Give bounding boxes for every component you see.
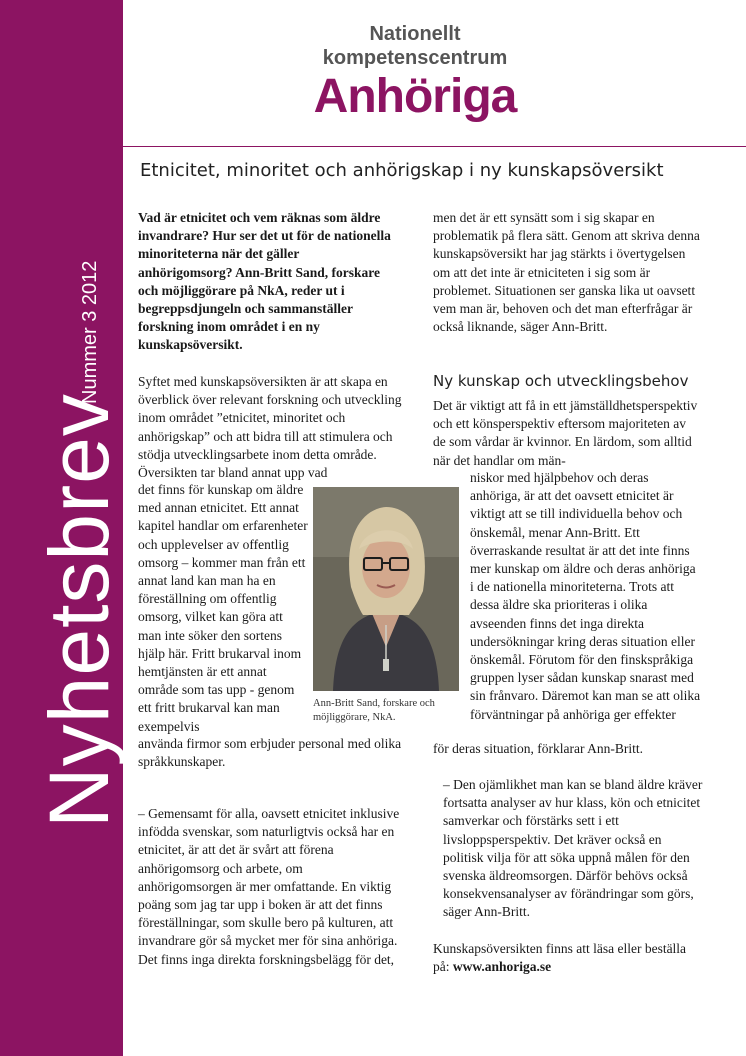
logo-line-3: Anhöriga bbox=[313, 70, 517, 123]
sidebar-band bbox=[0, 0, 126, 1056]
issue-number: Nummer 3 2012 bbox=[79, 260, 101, 404]
article-ingress: Vad är etnicitet och vem räknas som äldre invandrare? Hur ser det ut för de nationella minoriteterna när det gäller anhörigomsorg? Ann-Britt Sand, forskare och möjliggörare på NkA, reder ut i begreppsdjungeln och sammanställer forskning inom området i en ny kunskapsöversikt. bbox=[138, 210, 391, 353]
closing-paragraph bbox=[433, 940, 701, 976]
article-headline: Etnicitet, minoritet och anhörigskap i ny kunskapsöversikt bbox=[140, 160, 664, 181]
body-paragraph: – Gemensamt för alla, oavsett etnicitet inklusive infödda svenskar, som naturligtvis också har en etnicitet, är att det är svårt att förena anhörigomsorg och arbete, om anhörigomsorgen är mer omfattande. En viktig poäng som jag tar upp i boken är att det finns föreställningar, som skulle bero på kulturen, att invandrare gör så mycket mer för sina anhöriga. Det finns inga direkta forskningsbelägg för det, bbox=[138, 806, 400, 967]
body-paragraph: – Den ojämlikhet man kan se bland äldre kräver fortsatta analyser av hur klass, kön och etnicitet samverkar och förstärks sett i ett livsloppsperspektiv. Det kräver också en politisk vilja för att söka uppnå målen för den svenska äldreomsorgen. Därför behövs också konsekvensanalyser av förändringar som görs, säger Ann-Britt. bbox=[443, 777, 703, 920]
header-divider bbox=[123, 146, 746, 147]
body-paragraph: niskor med hjälpbehov och deras anhöriga, är att det oavsett etnicitet är viktigt att se till individuella behov och önskemål, menar Ann-Britt. Ett överraskande resultat är att det inte finns mer kunskap om äldre och deras anhöriga i de nationella minoriteterna. Trots att dessa äldre ska prioriteras i olika avseenden finns det inga direkta undersökningar kring deras situation eller önskemål. Förutom för den finskspråkiga gruppen lyser sådan kunskap snarast med sin frånvaro. Däremot kan man se att olika förväntningar på anhöriga ger effekter bbox=[470, 470, 701, 722]
photo-caption: Ann-Britt Sand, forskare och möjliggörare, NkA. bbox=[313, 698, 435, 723]
section-subheading: Ny kunskap och utvecklingsbehov bbox=[433, 372, 689, 390]
logo-line-1: Nationellt bbox=[369, 23, 461, 45]
portrait-image bbox=[313, 487, 459, 691]
closing-text: Kunskapsöversikten finns att läsa eller beställa på: bbox=[433, 941, 687, 975]
logo-line-2: kompetenscentrum bbox=[322, 47, 508, 69]
body-paragraph: Det är viktigt att få in ett jämställdhetsperspektiv och ett könsperspektiv eftersom majoriteten av de som vårdar är kvinnor. En lärdom, som alltid när det handlar om män- bbox=[433, 398, 698, 468]
body-paragraph: det finns för kunskap om äldre med annan etnicitet. Ett annat kapitel handlar om erfarenheter och upplevelser av offentlig omsorg – kommer man från ett annat land kan man ha en föreställning om offentlig omsorg, vilket kan göra att man inte söker den sortens hjälp här. Fritt brukarval inom hemtjänsten är ett annat område som tas upp - genom ett fritt brukarval kan man exempelvis bbox=[138, 482, 308, 734]
body-paragraph: använda firmor som erbjuder personal med olika språkkunskaper. bbox=[138, 736, 402, 770]
newsletter-title: Nyhetsbrev bbox=[32, 393, 126, 828]
body-paragraph: för deras situation, förklarar Ann-Britt. bbox=[433, 741, 643, 756]
body-paragraph: men det är ett synsätt som i sig skapar en problematik på flera sätt. Genom att skriva denna kunskapsöversikt har jag stärkts i övertygelsen om att det inte är etniciteten i sig som är problemet. Situationen ser ganska lika ut oavsett vem man är, behoven och det man efterfrågar är också liknande, säger Ann-Britt. bbox=[433, 210, 700, 335]
body-paragraph: Syftet med kunskapsöversikten är att skapa en överblick över relevant forskning och utveckling inom området ”etnicitet, minoritet och anhörigskap” och att bidra till att stimulera och stödja utvecklingsarbete inom detta område. Översikten tar bland annat upp vad bbox=[138, 374, 402, 481]
logo bbox=[300, 22, 530, 124]
website-link[interactable]: www.anhoriga.se bbox=[452, 959, 552, 975]
portrait-photo bbox=[313, 487, 459, 691]
